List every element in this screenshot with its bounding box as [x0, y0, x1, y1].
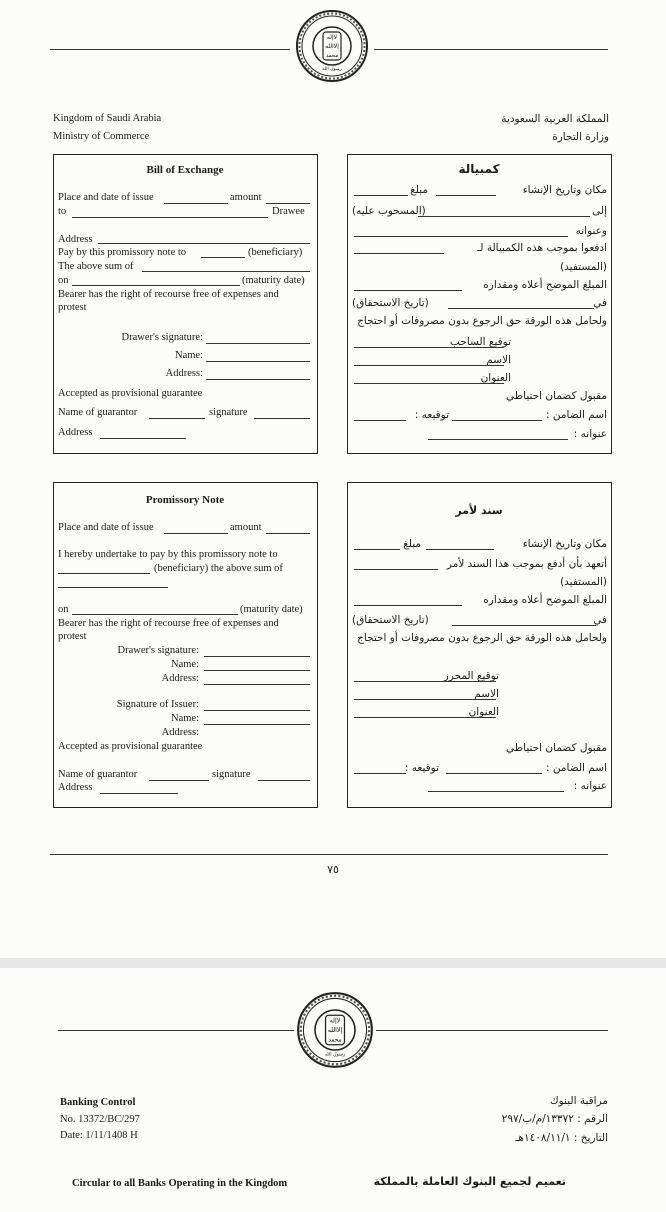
note-ar-undertake-field[interactable]: [354, 569, 438, 570]
en-country: Kingdom of Saudi Arabia: [53, 113, 162, 124]
p2-en-subject: Circular to all Banks Operating in the Kingdom: [72, 1178, 288, 1189]
seal2-text-3: محمد: [328, 1037, 342, 1044]
bill-ar-title: كمبيالة: [458, 162, 500, 176]
note-beneficiary-field[interactable]: [58, 573, 150, 574]
note-issuer-sig-field[interactable]: [204, 710, 310, 711]
promissory-note-form: [53, 482, 318, 808]
note-ar-beneficiary-label: (المستفيد): [560, 576, 607, 588]
bill-ar-beneficiary-label: (المستفيد): [560, 261, 607, 273]
note-ar-place-date-label: مكان وتاريخ الإنشاء: [522, 538, 607, 550]
bill-maturity-label: (maturity date): [242, 275, 305, 286]
note-ar-undertake-label: أتعهد بأن أدفع بموجب هذا السند لأمر: [446, 558, 607, 570]
note-name-field[interactable]: [204, 670, 310, 671]
note-ar-guarantor-field[interactable]: [446, 773, 542, 774]
bill-to-label: to: [58, 206, 67, 217]
bill-name-label: Name:: [175, 350, 203, 361]
bill-ar-place-date-label: مكان وتاريخ الإنشاء: [522, 184, 607, 196]
bill-place-date-field[interactable]: [164, 203, 228, 204]
bill-ar-address2-label: العنوان: [480, 372, 511, 384]
seal2-text-1: لاإله: [329, 1017, 341, 1025]
p2-en-date: Date: 1/11/1408 H: [60, 1130, 138, 1141]
bill-bearer-line1: Bearer has the right of recourse free of expenses and: [58, 289, 279, 300]
note-ar-name-field[interactable]: [354, 699, 496, 700]
bill-signature-field[interactable]: [254, 418, 310, 419]
note-ar-in-field[interactable]: [452, 625, 596, 626]
note-title: Promissory Note: [145, 494, 225, 506]
note-on-field[interactable]: [72, 614, 238, 615]
bill-accepted-label: Accepted as provisional guarantee: [58, 388, 203, 399]
p2-en-no: No. 13372/BC/297: [60, 1114, 140, 1125]
bill-ar-maturity-label: (تاريخ الاستحقاق): [352, 297, 429, 309]
bill-ar-in-field[interactable]: [448, 308, 594, 309]
seal-text-4: رسول الله: [322, 67, 342, 72]
note-bearer-line1: Bearer has the right of recourse free of expenses and: [58, 618, 279, 629]
bill-address-label: Address: [58, 234, 93, 245]
note-drawer-sig-field[interactable]: [204, 656, 310, 657]
bill-ar-sum-field[interactable]: [354, 290, 462, 291]
bill-drawer-sig-label: Drawer's signature:: [121, 332, 203, 343]
bill-ar-name-field[interactable]: [354, 365, 504, 366]
note-address2-label: Address:: [161, 727, 199, 738]
note-name2-label: Name:: [171, 713, 199, 724]
en-ministry: Ministry of Commerce: [53, 131, 150, 142]
note-address-field[interactable]: [204, 684, 310, 685]
bill-ar-to-label: إلى: [592, 205, 607, 217]
page-number: ٧٥: [327, 863, 339, 876]
bill-ar-drawer-sig-label: توقيع الساحب: [450, 336, 511, 348]
bill-ar-bearer: ولحامل هذه الورقة حق الرجوع بدون مصروفات أو احتجاج: [357, 315, 607, 327]
bill-amount-field[interactable]: [266, 203, 310, 204]
bill-address3-field[interactable]: [100, 438, 186, 439]
bill-ar-drawer-sig-field[interactable]: [354, 347, 504, 348]
bill-name-field[interactable]: [206, 361, 310, 362]
bill-ar-signature-label: توقيعه :: [414, 409, 449, 421]
bill-ar-guarantor-field[interactable]: [452, 420, 542, 421]
note-place-date-field[interactable]: [164, 533, 228, 534]
header-rule-left: [50, 49, 290, 50]
bill-ar-pay-label: ادفعوا بموجب هذه الكمبيالة لـ: [477, 242, 607, 254]
p2-header-rule-left: [58, 1030, 294, 1031]
bill-ar-amount-label: مبلغ: [410, 184, 428, 196]
bill-sum-label: The above sum of: [58, 261, 134, 272]
ar-ministry: وزارة التجارة: [552, 131, 609, 143]
note-guarantor-field[interactable]: [149, 780, 209, 781]
bill-address-field[interactable]: [98, 243, 310, 244]
note-ar-name-label: الاسم: [474, 688, 499, 700]
note-signature-field[interactable]: [258, 780, 310, 781]
bill-ar-sum-label: المبلغ الموضح أعلاه ومقداره: [483, 279, 607, 291]
bill-pay-field[interactable]: [201, 257, 245, 258]
bill-ar-to-field[interactable]: [418, 216, 590, 217]
bill-signature-label: signature: [209, 407, 248, 418]
note-bearer-line2: protest: [58, 631, 87, 642]
note-ar-address3-label: عنوانه :: [573, 780, 607, 792]
seal2-text-4: رسول الله: [324, 1052, 346, 1058]
bill-ar-guarantor-label: اسم الضامن :: [546, 409, 607, 421]
bill-to-field[interactable]: [72, 217, 268, 218]
p2-ar-date: التاريخ : ١٤٠٨/١١/١هـ: [515, 1132, 608, 1144]
bill-ar-in-label: في: [593, 297, 607, 309]
note-ar-bearer: ولحامل هذه الورقة حق الرجوع بدون مصروفات أو احتجاج: [357, 632, 607, 644]
note-address3-label: Address: [58, 782, 93, 793]
note-issuer-sig-label: Signature of Issuer:: [116, 699, 199, 710]
p2-ar-no: الرقم : ١٣٣٧٢/م/ب/٢٩٧: [501, 1113, 608, 1125]
p2-ar-subject: تعميم لجميع البنوك العاملة بالمملكة: [373, 1175, 566, 1188]
bill-on-field[interactable]: [72, 285, 240, 286]
note-undertake-label: I hereby undertake to pay by this promissory note to: [58, 549, 278, 560]
bill-ar-address-label: وعنوانه: [575, 225, 607, 237]
note-on-label: on: [58, 604, 69, 615]
note-ar-guarantor-label: اسم الضامن :: [546, 762, 607, 774]
bill-ar-drawee-label: (المسحوب عليه): [352, 205, 426, 217]
bill-ar-name-label: الاسم: [486, 354, 511, 366]
bill-ar-amount-field[interactable]: [354, 195, 408, 196]
bill-on-label: on: [58, 275, 69, 286]
note-ar-in-label: في: [593, 614, 607, 626]
bill-title: Bill of Exchange: [146, 164, 224, 176]
bill-amount-label: amount: [230, 192, 262, 203]
note-place-date-label: Place and date of issue: [58, 522, 154, 533]
note-ar-address-field[interactable]: [354, 717, 496, 718]
bill-ar-address2-field[interactable]: [354, 383, 504, 384]
note-ar-address-label: العنوان: [468, 706, 499, 718]
bill-ar-signature-field[interactable]: [354, 420, 406, 421]
p2-header-rule-right: [376, 1030, 608, 1031]
seal-text-1: لاإله: [326, 34, 338, 41]
note-name-label: Name:: [171, 659, 199, 670]
bill-address3-label: Address: [58, 427, 93, 438]
bill-ar-address-field[interactable]: [354, 236, 568, 237]
bill-address2-field[interactable]: [206, 379, 310, 380]
note-signature-label: signature: [212, 769, 251, 780]
royal-seal-icon: [294, 8, 370, 84]
note-ar-accepted-label: مقبول كضمان احتياطي: [506, 742, 607, 754]
note-name2-field[interactable]: [204, 724, 310, 725]
note-guarantor-label: Name of guarantor: [58, 769, 138, 780]
bill-ar-pay-field[interactable]: [354, 253, 444, 254]
note-ar-maturity-label: (تاريخ الاستحقاق): [352, 614, 429, 626]
p2-en-dept: Banking Control: [60, 1097, 136, 1108]
note-ar-amount-label: مبلغ: [403, 538, 421, 550]
note-ar-signature-label: توقيعه :: [404, 762, 439, 774]
seal2-text-2: إلاالله: [327, 1027, 343, 1035]
note-ar-signature-field[interactable]: [354, 773, 406, 774]
document-page-2: [0, 968, 666, 1212]
ar-country: المملكة العربية السعودية: [501, 113, 609, 125]
header-rule-right: [374, 49, 608, 50]
bill-pay-label: Pay by this promissory note to: [58, 247, 187, 258]
bill-ar-accepted-label: مقبول كضمان احتياطي: [506, 390, 607, 402]
note-ar-sum-field[interactable]: [354, 605, 462, 606]
bill-ar-place-date-field[interactable]: [436, 195, 496, 196]
bill-of-exchange-ar-form: [347, 154, 612, 454]
bill-sum-field[interactable]: [142, 271, 310, 272]
bill-beneficiary-label: (beneficiary): [248, 247, 303, 258]
bill-address2-label: Address:: [165, 368, 203, 379]
bill-bearer-line2: protest: [58, 302, 87, 313]
seal-text-2: إلاالله: [325, 43, 339, 50]
promissory-note-ar-form: [347, 482, 612, 808]
note-maturity-label: (maturity date): [240, 604, 303, 615]
note-amount-label: amount: [230, 522, 262, 533]
note-beneficiary-label: (beneficiary) the above sum of: [154, 563, 283, 574]
bill-drawer-sig-field[interactable]: [206, 343, 310, 344]
note-ar-place-date-field[interactable]: [426, 549, 494, 550]
note-ar-amount-field[interactable]: [354, 549, 400, 550]
note-address-label: Address:: [161, 673, 199, 684]
note-address3-field[interactable]: [100, 793, 178, 794]
p2-ar-dept: مراقبة البنوك: [549, 1095, 608, 1107]
note-amount-field[interactable]: [266, 533, 310, 534]
bill-guarantor-label: Name of guarantor: [58, 407, 138, 418]
note-ar-drawer-sig-field[interactable]: [354, 681, 496, 682]
bill-place-date-label: Place and date of issue: [58, 192, 154, 203]
note-drawer-sig-label: Drawer's signature:: [117, 645, 199, 656]
footer-rule: [50, 854, 608, 855]
royal-seal-icon-2: [295, 990, 375, 1070]
bill-guarantor-field[interactable]: [149, 418, 205, 419]
note-ar-address3-field[interactable]: [428, 791, 564, 792]
note-ar-title: سند لأمر: [455, 504, 503, 517]
bill-ar-address3-label: عنوانه :: [573, 428, 607, 440]
bill-drawee-label: Drawee: [272, 206, 305, 217]
note-sum-field[interactable]: [58, 587, 168, 588]
bill-of-exchange-form: [53, 154, 318, 454]
note-accepted-label: Accepted as provisional guarantee: [58, 741, 203, 752]
seal-text-3: محمد: [325, 53, 339, 59]
note-ar-drawer-sig-label: توقيع المحرر: [443, 670, 499, 682]
note-ar-sum-label: المبلغ الموضح أعلاه ومقداره: [483, 594, 607, 606]
bill-ar-address3-field[interactable]: [428, 439, 568, 440]
